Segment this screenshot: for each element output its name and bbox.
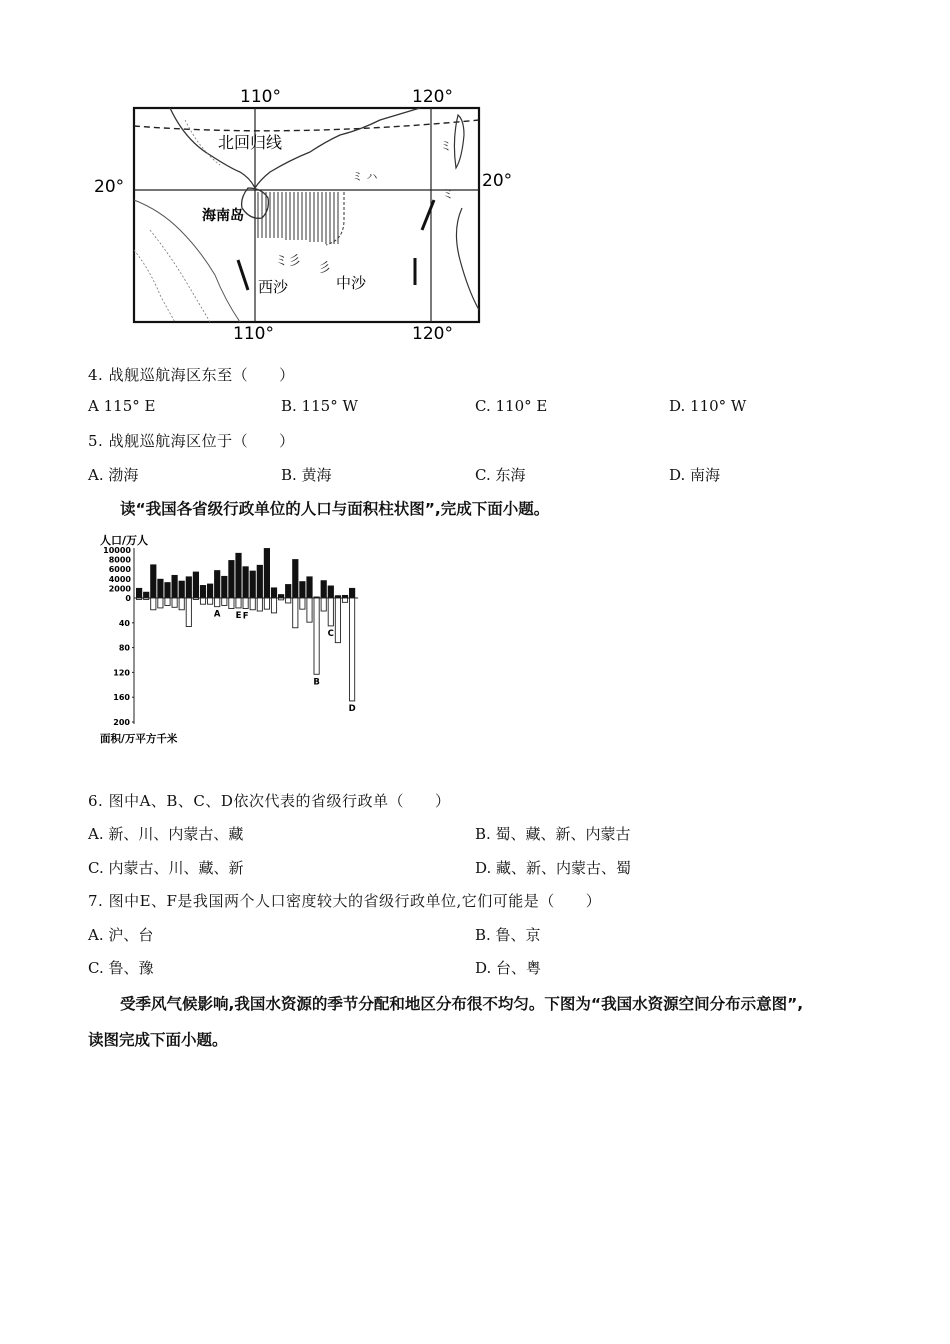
area-bar <box>172 598 177 607</box>
border-line-2 <box>134 250 175 322</box>
q4-option-b[interactable]: B. 115° W <box>281 397 358 415</box>
area-bar <box>328 598 333 626</box>
population-bar <box>150 564 156 598</box>
q6-option-d[interactable]: D. 藏、新、内蒙古、蜀 <box>475 859 632 877</box>
area-tick-label: 40 <box>118 618 130 628</box>
area-bar <box>200 598 205 604</box>
q5-option-c[interactable]: C. 东海 <box>475 466 526 484</box>
area-bar <box>342 598 347 602</box>
population-bar <box>221 576 227 598</box>
population-bar <box>136 588 142 598</box>
pop-tick-label: 6000 <box>108 565 131 575</box>
population-bar <box>250 571 256 598</box>
lat-label-left: 20° <box>94 177 125 197</box>
pop-tick-label: 4000 <box>108 574 131 584</box>
pop-tick-label: 2000 <box>108 584 131 594</box>
pop-tick-label: 8000 <box>108 555 131 565</box>
area-tick-label: 80 <box>118 643 130 653</box>
intro-water-resources-line2: 读图完成下面小题。 <box>88 1031 228 1049</box>
area-bar <box>186 598 191 627</box>
area-bar <box>300 598 305 609</box>
zhongsha-label: 中沙 <box>336 274 367 292</box>
area-bar <box>229 598 234 609</box>
population-bar <box>328 586 334 598</box>
island-mark <box>422 200 434 230</box>
area-bar <box>257 598 262 611</box>
area-bar <box>158 598 163 608</box>
population-bar <box>235 553 241 598</box>
population-bar <box>157 579 163 598</box>
population-bar <box>172 575 178 598</box>
chart-annotation-d: D <box>348 703 356 714</box>
q5-option-a[interactable]: A. 渤海 <box>88 466 139 484</box>
lon-label-top-left: 110° <box>240 87 281 107</box>
intro-population-chart: 读“我国各省级行政单位的人口与面积柱状图”,完成下面小题。 <box>120 500 550 518</box>
area-tick-label: 120 <box>113 668 130 678</box>
population-bar <box>306 576 312 598</box>
lat-label-right: 20° <box>482 171 513 191</box>
chart-annotation-f: F <box>242 611 249 622</box>
islet-mark-3: ミ <box>442 187 455 201</box>
taiwan-outline <box>454 115 464 168</box>
area-bar <box>236 598 241 608</box>
border-line <box>150 230 210 322</box>
q5-option-d[interactable]: D. 南海 <box>669 466 721 484</box>
area-tick-label: 160 <box>113 693 130 703</box>
q7-stem: 7. 图中E、F是我国两个人口密度较大的省级行政单位,它们可能是（ ） <box>88 892 602 910</box>
population-bar <box>342 595 348 598</box>
island-mark-3 <box>238 260 248 290</box>
area-bar <box>137 598 142 600</box>
pop-tick-label: 0 <box>125 594 131 603</box>
q4-option-c[interactable]: C. 110° E <box>475 397 548 415</box>
population-bar <box>278 594 284 598</box>
q7-option-d[interactable]: D. 台、粤 <box>475 959 542 977</box>
lon-label-top-right: 120° <box>412 87 453 107</box>
q6-stem: 6. 图中A、B、C、D依次代表的省级行政单（ ） <box>88 792 451 810</box>
population-bar <box>243 566 249 598</box>
population-bar <box>186 576 192 598</box>
area-bar <box>208 598 213 604</box>
area-bar <box>222 598 227 605</box>
area-bar <box>151 598 156 610</box>
pop-tick-label: 10000 <box>103 546 131 555</box>
population-bar <box>292 559 298 598</box>
islet-mark-5: 彡 <box>318 261 332 276</box>
chart-annotation-c: C <box>327 628 334 639</box>
chart-ylabel-bottom: 面积/万平方千米 <box>100 733 178 745</box>
area-bar <box>286 598 291 603</box>
area-bar <box>279 598 284 600</box>
q6-option-c[interactable]: C. 内蒙古、川、藏、新 <box>88 859 244 877</box>
q5-option-b[interactable]: B. 黄海 <box>281 466 332 484</box>
population-bar <box>271 587 277 598</box>
chart-annotation-e: E <box>235 610 242 621</box>
philippines-coast <box>456 208 479 310</box>
q7-option-a[interactable]: A. 沪、台 <box>88 926 154 944</box>
population-bar <box>179 581 185 598</box>
area-bar <box>335 598 340 643</box>
population-bar <box>200 585 206 598</box>
area-bar <box>271 598 276 613</box>
intro-water-resources-line1: 受季风气候影响,我国水资源的季节分配和地区分布很不均匀。下图为“我国水资源空间分布示意图”, <box>120 995 804 1013</box>
area-bar <box>293 598 298 628</box>
population-bar <box>207 584 213 598</box>
population-bar <box>349 588 355 598</box>
area-bar <box>321 598 326 611</box>
tropic-label: 北回归线 <box>218 133 283 152</box>
islet-mark-4: ミ彡 <box>275 254 302 269</box>
q7-option-c[interactable]: C. 鲁、豫 <box>88 959 154 977</box>
area-bar <box>243 598 248 609</box>
chart-annotation-b: B <box>313 677 320 688</box>
q4-option-a[interactable]: A 115° E <box>88 397 156 415</box>
hainan-label: 海南岛 <box>202 208 244 224</box>
area-bar <box>193 598 198 600</box>
lon-label-bottom-left: 110° <box>233 324 274 344</box>
area-bar <box>250 598 255 610</box>
population-bar <box>264 548 270 598</box>
lon-label-bottom-right: 120° <box>412 324 453 344</box>
q6-option-b[interactable]: B. 蜀、藏、新、内蒙古 <box>475 825 631 843</box>
population-bar <box>299 581 305 598</box>
area-bar <box>264 598 269 609</box>
population-bar <box>193 572 199 598</box>
population-bar <box>164 582 170 598</box>
q4-option-d[interactable]: D. 110° W <box>669 397 747 415</box>
population-bar <box>228 560 234 598</box>
area-bar <box>215 598 220 607</box>
area-tick-label: 200 <box>113 718 130 727</box>
area-bar <box>314 598 319 674</box>
population-bar <box>214 570 220 598</box>
chart-annotation-a: A <box>213 609 221 620</box>
coastline-mainland <box>170 108 420 188</box>
chart-ylabel-top: 人口/万人 <box>100 534 149 547</box>
area-bar <box>350 598 355 701</box>
q5-stem: 5. 战舰巡航海区位于（ ） <box>88 432 295 450</box>
area-bar <box>144 598 149 600</box>
population-bar <box>257 565 263 598</box>
population-bar <box>321 580 327 598</box>
area-bar <box>307 598 312 622</box>
south-china-sea-map <box>90 80 520 345</box>
q4-stem: 4. 战舰巡航海区东至（ ） <box>88 366 295 384</box>
xisha-label: 西沙 <box>258 278 289 296</box>
population-area-chart <box>88 528 378 748</box>
area-bar <box>179 598 184 610</box>
population-bar <box>143 592 149 598</box>
area-bar <box>165 598 170 605</box>
population-bar <box>285 584 291 598</box>
islet-mark-2: ミ <box>440 139 453 153</box>
q6-option-a[interactable]: A. 新、川、内蒙古、藏 <box>88 825 244 843</box>
q7-option-b[interactable]: B. 鲁、京 <box>475 926 541 944</box>
islet-mark: ミ ハ <box>352 170 378 183</box>
